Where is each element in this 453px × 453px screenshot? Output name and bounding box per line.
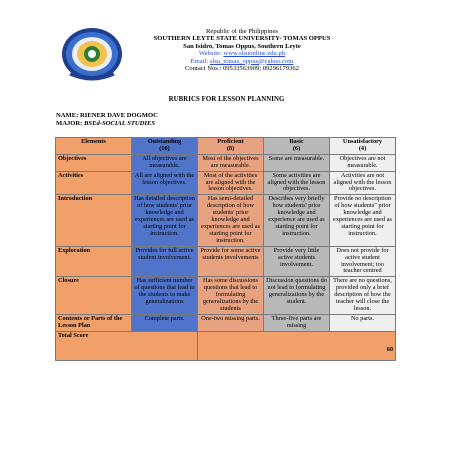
cell-unsatisfactory: There are no questions, provided only a brief description of how the teacher will close the lesson. (330, 277, 396, 315)
major-value: BSEd-SOCIAL STUDIES (84, 119, 156, 127)
university-seal-logo (60, 24, 124, 84)
table-row (56, 154, 396, 171)
row-element: Activities (56, 171, 132, 195)
row-element: Objectives (56, 154, 132, 171)
header-proficient: Proficient (8) (198, 138, 264, 155)
table-row (56, 314, 396, 331)
cell-basic: Provide very little active students involvement. (264, 246, 330, 277)
total-score-label: Total Score (56, 331, 198, 360)
cell-outstanding: All are aligned with the lesson objectives. (132, 171, 198, 195)
document-title: RUBRICS FOR LESSON PLANNING (168, 96, 285, 103)
table-row (56, 195, 396, 246)
cell-unsatisfactory: Activities are not aligned with the lesson objectives. (330, 171, 396, 195)
name-line (56, 112, 158, 120)
total-row (56, 331, 396, 360)
table-row (56, 277, 396, 315)
letterhead-university: SOUTHERN LEYTE STATE UNIVERSITY- TOMAS OPPUS (153, 35, 331, 43)
total-score-value: 60 (198, 331, 396, 360)
major-label: MAJOR: (56, 119, 83, 127)
row-element: Contents or Parts of the Lesson Plan (56, 314, 132, 331)
student-info (56, 112, 158, 127)
cell-outstanding: Has detailed description of how students' prior knowledge and experiences are used as starting point for instruction. (132, 195, 198, 246)
row-element: Exploration (56, 246, 132, 277)
cell-unsatisfactory: Does not provide for active student involvement; too teacher centred (330, 246, 396, 277)
name-value: RIENER DAVE DOGMOC (80, 112, 158, 119)
cell-basic: Some activities are aligned with the lesson objectives. (264, 171, 330, 195)
letterhead-website-line (122, 50, 362, 57)
letterhead-email-line (122, 58, 362, 65)
email-label: Email: (190, 57, 210, 65)
cell-basic: Describes very briefly how students' prior knowledge and experience are used as starting point for instruction. (264, 195, 330, 246)
letterhead-address: San Isidro, Tomas Oppus, Southern Leyte (183, 42, 301, 50)
cell-unsatisfactory: Provide no description of how students" prior knowledge and experiences are used as starting point for instruction. (330, 195, 396, 246)
cell-unsatisfactory: No parts. (330, 314, 396, 331)
table-row (56, 171, 396, 195)
cell-proficient: Has semi-detailed description of how students' prior knowledge and experiences are used as starting point for instruction. (198, 195, 264, 246)
cell-proficient: Has some discussions questions that lead to formulating generalizations by the students (198, 277, 264, 315)
table-row (56, 246, 396, 277)
cell-proficient: Most of the objectives are measurable. (198, 154, 264, 171)
letterhead-contact: Contact Nos.: 09533563909; 09296179362 (185, 65, 299, 73)
header-outstanding: Outstanding (10) (132, 138, 198, 155)
cell-proficient: Provide for some active students involvements (198, 246, 264, 277)
letterhead-republic: Republic of the Philippines (206, 28, 278, 35)
cell-unsatisfactory: Objectives are not measurable. (330, 154, 396, 171)
row-element: Closure (56, 277, 132, 315)
website-label: Website: (198, 50, 224, 58)
website-link[interactable]: www.slsuonline.edu.ph (223, 50, 286, 58)
cell-basic: Some are measurable. (264, 154, 330, 171)
email-link[interactable]: slsu_tomas_oppus@yahoo.com (209, 57, 294, 65)
cell-basic: Three-five parts are missing (264, 314, 330, 331)
header-basic: Basic (6) (264, 138, 330, 155)
cell-outstanding: All objectives are measurable. (132, 154, 198, 171)
row-element: Introduction (56, 195, 132, 246)
major-line (56, 120, 158, 128)
letterhead (122, 28, 362, 72)
cell-outstanding: Has sufficient number of questions that lead to the students to make generalizations (132, 277, 198, 315)
cell-basic: Discussion questions do not lead to formulating generalizations by the student. (264, 277, 330, 315)
header-unsatisfactory: Unsatisfactory (4) (330, 138, 396, 155)
cell-outstanding: Provides for full active student involvement. (132, 246, 198, 277)
cell-proficient: Most of the activities are aligned with the lesson objectives. (198, 171, 264, 195)
rubric-table (55, 137, 396, 361)
cell-outstanding: Complete parts. (132, 314, 198, 331)
header-elements: Elements (56, 138, 132, 155)
rubric-header-row (56, 138, 396, 155)
cell-proficient: One-two missing parts. (198, 314, 264, 331)
name-label: NAME: (56, 112, 79, 119)
